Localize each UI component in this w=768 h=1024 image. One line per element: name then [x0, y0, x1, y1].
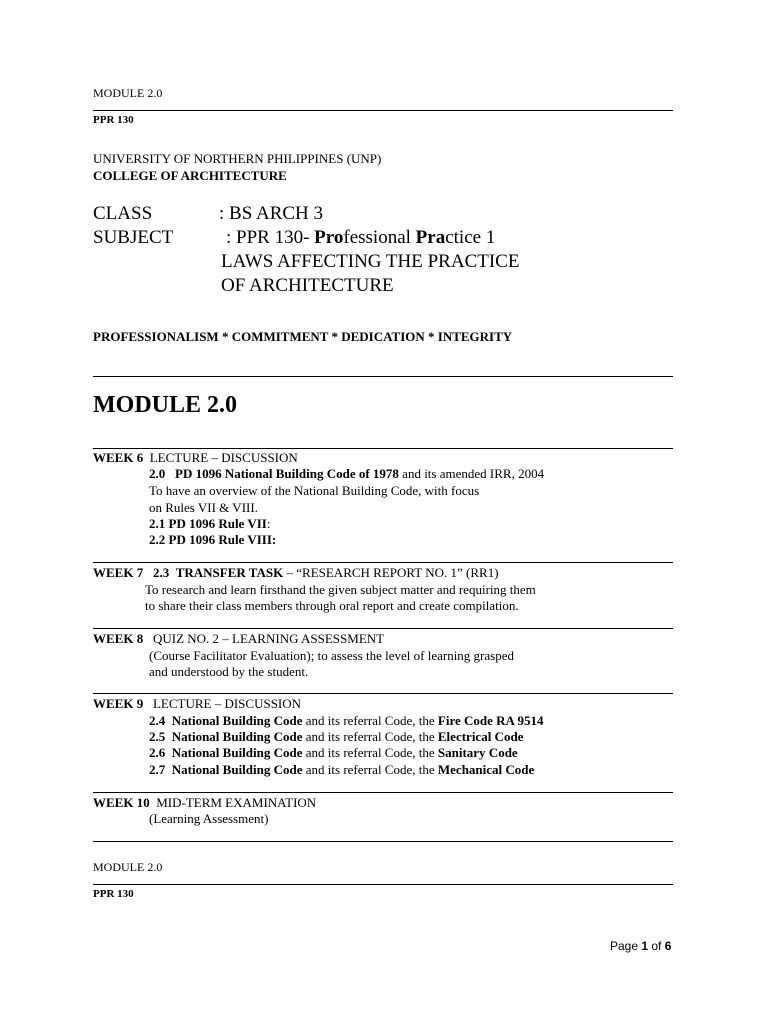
subject-bold-1: Pro: [314, 227, 344, 248]
item-code: Fire Code RA 9514: [437, 713, 544, 728]
week-10-line-2: (Learning Assessment): [149, 811, 269, 826]
rule-vii: 2.1 PD 1096 Rule VII: [149, 516, 267, 531]
item-bold: National Building Code: [171, 729, 303, 744]
class-value: : BS ARCH 3: [219, 203, 324, 224]
subject-bold-2: Pra: [415, 227, 446, 248]
week-9-item: [149, 729, 523, 745]
subject-title-line-1: LAWS AFFECTING THE PRACTICE: [221, 251, 520, 272]
item-number: 2.3: [152, 565, 170, 580]
subject-title-line-2: OF ARCHITECTURE: [221, 275, 394, 296]
class-label: CLASS: [93, 203, 153, 224]
week-label: WEEK 7: [93, 565, 144, 580]
item-bold: PD 1096 National Building Code of 1978: [175, 466, 399, 481]
item-number: 2.6: [149, 745, 166, 760]
week-8-line-3: and understood by the student.: [149, 664, 309, 679]
page-prefix: Page: [610, 939, 642, 953]
page-of: of: [648, 939, 665, 953]
week-6-line-3: on Rules VII & VIII.: [149, 500, 258, 515]
item-rest: and its amended IRR, 2004: [398, 466, 545, 481]
item-number: 2.7: [149, 762, 166, 777]
page-current: 1: [641, 939, 649, 953]
week-label: WEEK 8: [93, 631, 144, 646]
item-number: 2.0: [149, 466, 166, 481]
week-label: WEEK 9: [93, 696, 144, 711]
university-name: UNIVERSITY OF NORTHERN PHILIPPINES (UNP): [93, 151, 382, 166]
week-7-heading: [93, 565, 499, 581]
divider: [93, 884, 673, 885]
item-code: Sanitary Code: [437, 745, 518, 760]
divider: [93, 628, 673, 629]
subject-prefix: : PPR 130-: [226, 227, 315, 248]
divider: [93, 792, 673, 793]
week-7-line-2: To research and learn firsthand the given subject matter and requiring them: [145, 582, 536, 597]
week-7-line-3: to share their class members through oral report and create compilation.: [145, 598, 519, 613]
item-code: Mechanical Code: [437, 762, 535, 777]
subject-label: SUBJECT: [93, 227, 174, 248]
week-9-item: [149, 713, 543, 729]
week-label: WEEK 10: [93, 795, 150, 810]
week-9-item: [149, 745, 518, 761]
week-6-heading: [93, 450, 298, 466]
week-9-heading: [93, 696, 301, 712]
rule-vii-colon: :: [266, 516, 271, 531]
week-title: QUIZ NO. 2 – LEARNING ASSESSMENT: [152, 631, 385, 646]
week-8-line-2: (Course Facilitator Evaluation); to assess the level of learning grasped: [149, 648, 514, 663]
item-rest: and its referral Code, the: [302, 745, 438, 760]
week-title: MID-TERM EXAMINATION: [156, 795, 317, 810]
item-code: Electrical Code: [437, 729, 524, 744]
item-rest: and its referral Code, the: [302, 713, 438, 728]
motto: PROFESSIONALISM * COMMITMENT * DEDICATION * INTEGRITY: [93, 329, 513, 344]
college-name: COLLEGE OF ARCHITECTURE: [93, 168, 287, 183]
week-6-line-4: [149, 516, 270, 532]
item-bold: National Building Code: [171, 713, 303, 728]
divider: [93, 110, 673, 111]
module-title: MODULE 2.0: [93, 392, 237, 418]
item-rest: and its referral Code, the: [302, 762, 438, 777]
running-header-course: PPR 130: [93, 888, 134, 900]
item-bold: TRANSFER TASK: [175, 565, 284, 580]
subject-normal-1: fessional: [343, 227, 416, 248]
week-10-heading: [93, 795, 316, 811]
week-6-line-1: [149, 466, 544, 482]
running-header-module: MODULE 2.0: [93, 86, 163, 100]
week-8-heading: [93, 631, 384, 647]
week-label: WEEK 6: [93, 450, 144, 465]
item-bold: National Building Code: [171, 762, 303, 777]
item-rest: and its referral Code, the: [302, 729, 438, 744]
running-header-module: MODULE 2.0: [93, 860, 163, 874]
subject-value: [226, 226, 495, 250]
item-number: 2.5: [149, 729, 166, 744]
divider: [93, 693, 673, 694]
running-header-course: PPR 130: [93, 114, 134, 126]
week-title: LECTURE – DISCUSSION: [149, 450, 298, 465]
item-rest: – “RESEARCH REPORT NO. 1” (RR1): [283, 565, 499, 580]
divider: [93, 448, 673, 449]
page-number: [610, 939, 671, 953]
week-title: LECTURE – DISCUSSION: [152, 696, 302, 711]
divider: [93, 562, 673, 563]
week-6-line-2: To have an overview of the National Building Code, with focus: [149, 483, 480, 498]
subject-normal-2: ctice 1: [445, 227, 496, 248]
divider: [93, 841, 673, 842]
page-total: 6: [664, 939, 672, 953]
week-6-line-5: 2.2 PD 1096 Rule VIII:: [149, 532, 277, 547]
week-9-item: [149, 762, 534, 778]
item-number: 2.4: [149, 713, 166, 728]
divider: [93, 376, 673, 377]
item-bold: National Building Code: [171, 745, 303, 760]
